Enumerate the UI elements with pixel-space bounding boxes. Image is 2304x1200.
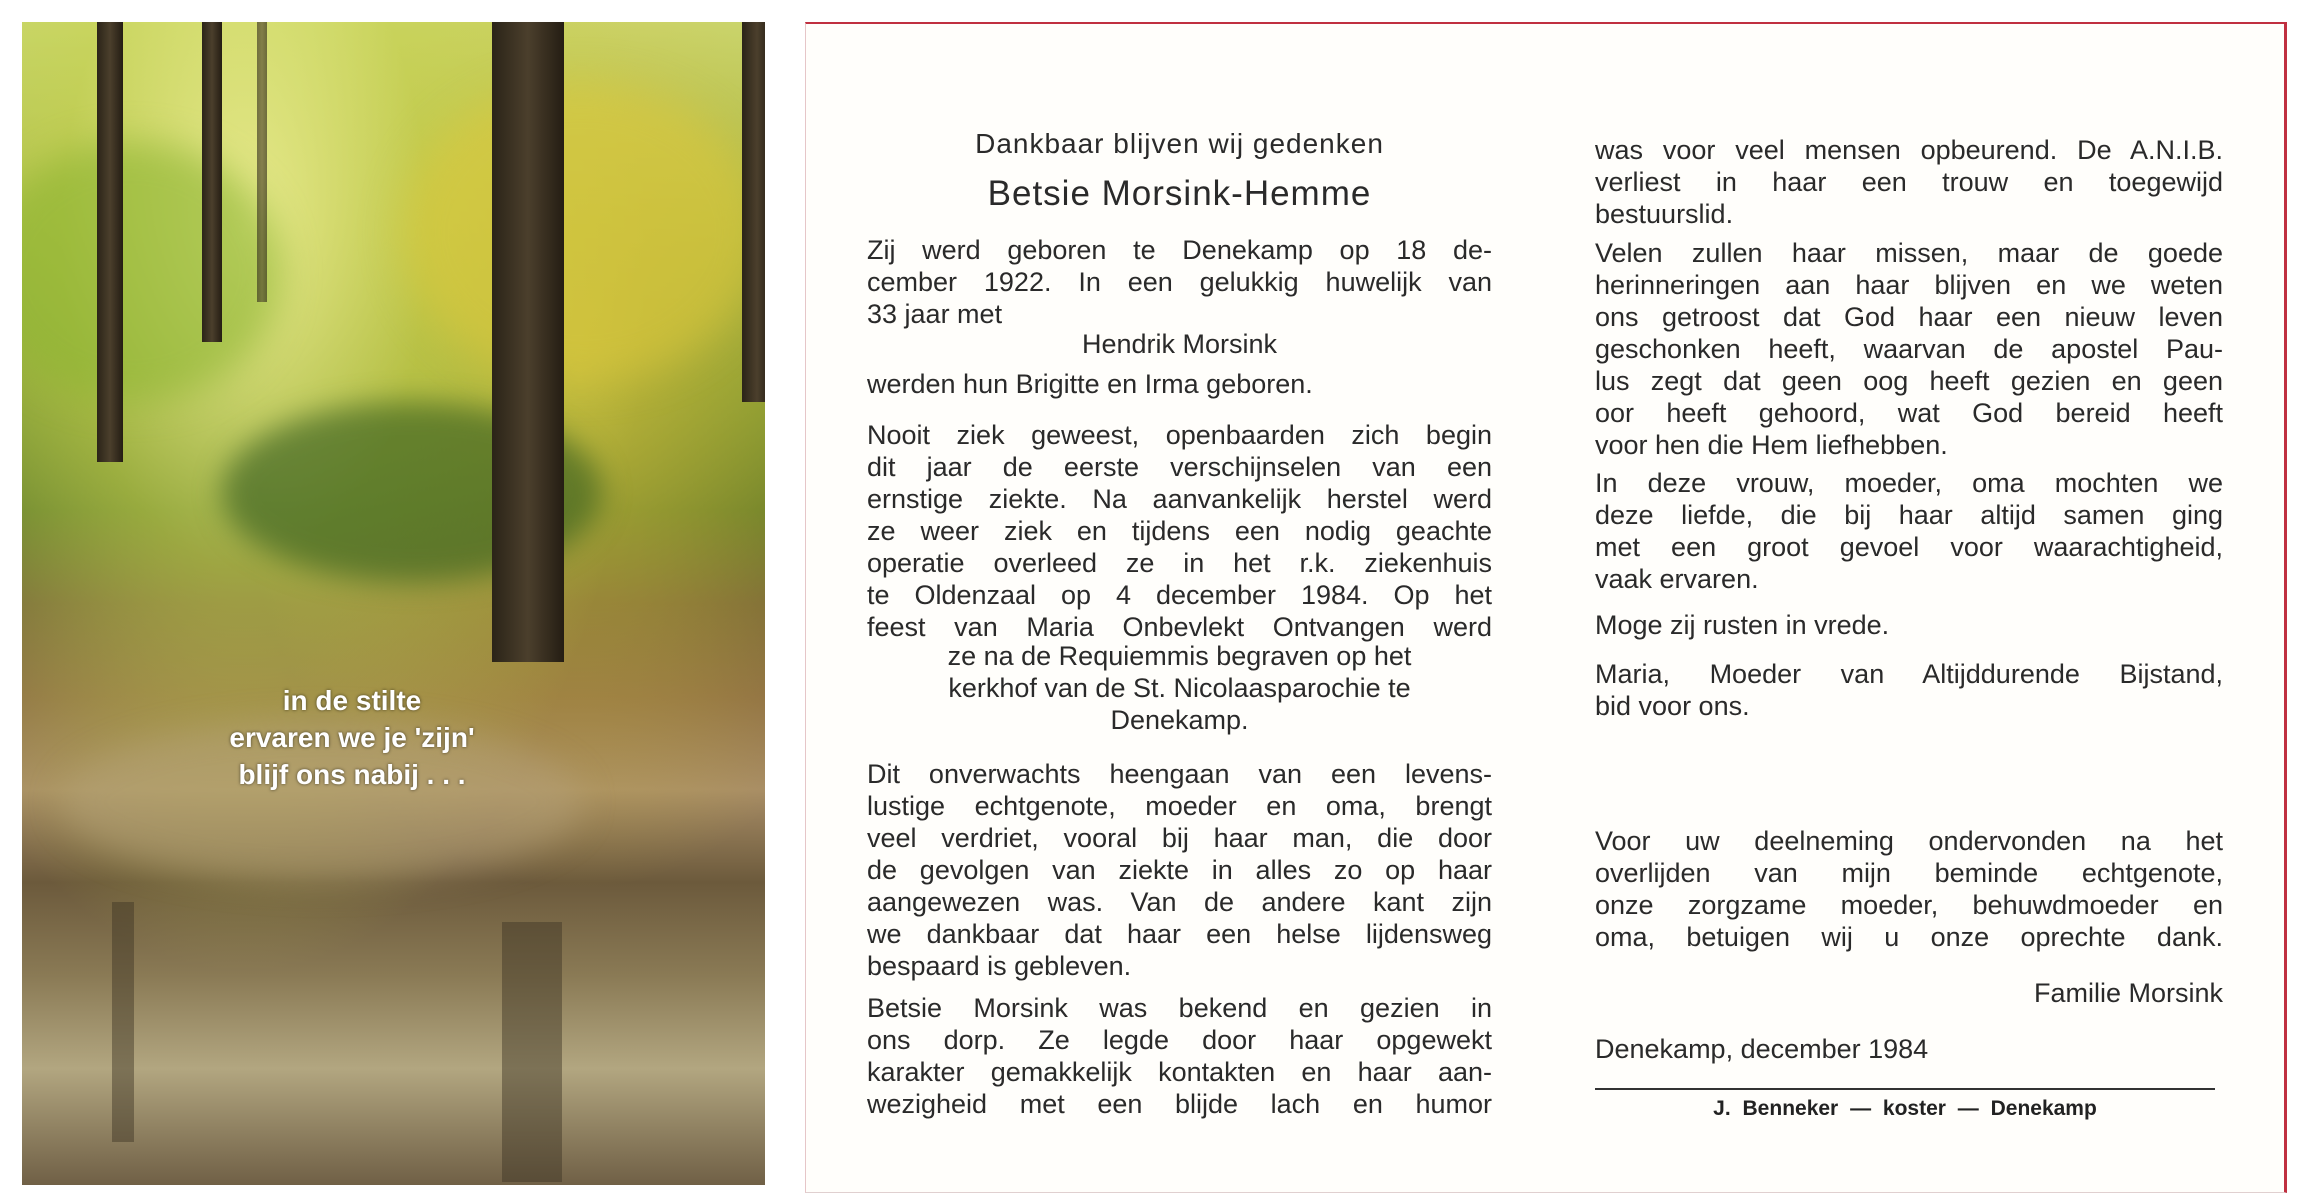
- text-line: Denekamp.: [1110, 705, 1249, 735]
- text-line: ze weer ziek en tijdens een nodig geachte: [867, 516, 1492, 546]
- text-line: bid voor ons.: [1595, 691, 1750, 721]
- text-line: was voor veel mensen opbeurend. De A.N.I.B.: [1595, 135, 2223, 165]
- text-line: herinneringen aan haar blijven en we weten: [1595, 270, 2223, 300]
- text-line: oma, betuigen wij u onze oprechte dank.: [1595, 922, 2223, 952]
- text-line: verliest in haar een trouw en toegewijd: [1595, 167, 2223, 197]
- text-line: dit jaar de eerste verschijnselen van een: [867, 452, 1492, 482]
- paragraph-character: [867, 992, 1492, 1120]
- text-line: Dit onverwachts heengaan van een levens-: [867, 759, 1492, 789]
- text-line: 33 jaar met: [867, 299, 1003, 329]
- caption-line: in de stilte: [282, 685, 422, 716]
- paragraph-grief: [867, 758, 1492, 982]
- tree-trunk: [742, 22, 765, 402]
- water-reflection: [502, 922, 562, 1182]
- text-line: wezigheid met een blijde lach en humor: [867, 1089, 1492, 1119]
- children-line: werden hun Brigitte en Irma geboren.: [867, 369, 1313, 399]
- husband-name: Hendrik Morsink: [1081, 329, 1278, 359]
- text-line: onze zorgzame moeder, behuwdmoeder en: [1595, 890, 2223, 920]
- text-line: met een groot gevoel voor waarachtigheid,: [1595, 532, 2223, 562]
- text-line: ze na de Requiemmis begraven op het: [947, 641, 1412, 671]
- place-date: Denekamp, december 1984: [1595, 1034, 1929, 1064]
- forest-photo: [22, 22, 765, 1185]
- text-line: aangewezen was. Van de andere kant zijn: [867, 887, 1492, 917]
- text-line: Nooit ziek geweest, openbaarden zich begin: [867, 420, 1492, 450]
- text-line: Moge zij rusten in vrede.: [1595, 610, 1890, 640]
- tree-trunk: [97, 22, 123, 462]
- text-line: ons getroost dat God haar een nieuw leven: [1595, 302, 2223, 332]
- deceased-name: Betsie Morsink-Hemme: [987, 174, 1372, 213]
- text-line: In deze vrouw, moeder, oma mochten we: [1595, 468, 2223, 498]
- text-line: lustige echtgenote, moeder en oma, brengt: [867, 791, 1492, 821]
- paragraph-illness: [867, 419, 1492, 643]
- text-line: kerkhof van de St. Nicolaasparochie te: [948, 673, 1411, 703]
- tree-trunk: [202, 22, 222, 342]
- paragraph-anib: [1595, 134, 2223, 230]
- foliage: [402, 82, 762, 382]
- text-line: oor heeft gehoord, wat God bereid heeft: [1595, 398, 2223, 428]
- text-line: deze liefde, die bij haar altijd samen ging: [1595, 500, 2223, 530]
- paragraph-thanks: [1595, 825, 2223, 953]
- tree-trunk: [492, 22, 564, 662]
- text-line: karakter gemakkelijk kontakten en haar aan-: [867, 1057, 1492, 1087]
- text-line: cember 1922. In een gelukkig huwelijk van: [867, 267, 1492, 297]
- family-signature: Familie Morsink: [2033, 978, 2223, 1008]
- caption-line: ervaren we je 'zijn': [229, 722, 475, 753]
- paragraph-memories: [1595, 237, 2223, 461]
- caption-line: blijf ons nabij . . .: [238, 759, 466, 790]
- foliage: [22, 142, 282, 402]
- text-line: Maria, Moeder van Altijddurende Bijstand,: [1595, 659, 2223, 689]
- text-line: Velen zullen haar missen, maar de goede: [1595, 238, 2223, 268]
- text-line: we dankbaar dat haar een helse lijdensweg: [867, 919, 1492, 949]
- text-line: bestuurslid.: [1595, 199, 1734, 229]
- printer-credit: J. Benneker — koster — Denekamp: [1713, 1097, 2097, 1120]
- divider: [1595, 1088, 2215, 1090]
- text-line: operatie overleed ze in het r.k. ziekenhuis: [867, 548, 1492, 578]
- text-line: voor hen die Hem liefhebben.: [1595, 430, 1948, 460]
- water-reflection: [112, 902, 134, 1142]
- paragraph-love: [1595, 467, 2223, 595]
- text-line: te Oldenzaal op 4 december 1984. Op het: [867, 580, 1492, 610]
- text-line: overlijden van mijn beminde echtgenote,: [1595, 858, 2223, 888]
- text-line: lus zegt dat geen oog heeft gezien en geen: [1595, 366, 2223, 396]
- text-line: de gevolgen van ziekte in alles zo op haar: [867, 855, 1492, 885]
- heading: Dankbaar blijven wij gedenken: [975, 128, 1384, 159]
- text-line: Betsie Morsink was bekend en gezien in: [867, 993, 1492, 1023]
- prayer-rest: [1595, 609, 2223, 641]
- photo-caption: [122, 682, 582, 793]
- text-line: vaak ervaren.: [1595, 564, 1759, 594]
- text-line: feest van Maria Onbevlekt Ontvangen werd: [867, 612, 1492, 642]
- text-line: ernstige ziekte. Na aanvankelijk herstel werd: [867, 484, 1492, 514]
- text-line: Voor uw deelneming ondervonden na het: [1595, 826, 2223, 856]
- text-line: geschonken heeft, waarvan de apostel Pau-: [1595, 334, 2223, 364]
- paragraph-burial: [867, 640, 1492, 736]
- tree-trunk: [257, 22, 267, 302]
- text-line: Zij werd geboren te Denekamp op 18 de-: [867, 235, 1492, 265]
- text-line: ons dorp. Ze legde door haar opgewekt: [867, 1025, 1492, 1055]
- paragraph-birth: [867, 234, 1492, 330]
- text-line: bespaard is gebleven.: [867, 951, 1132, 981]
- prayer-maria: [1595, 658, 2223, 722]
- text-line: veel verdriet, vooral bij haar man, die door: [867, 823, 1492, 853]
